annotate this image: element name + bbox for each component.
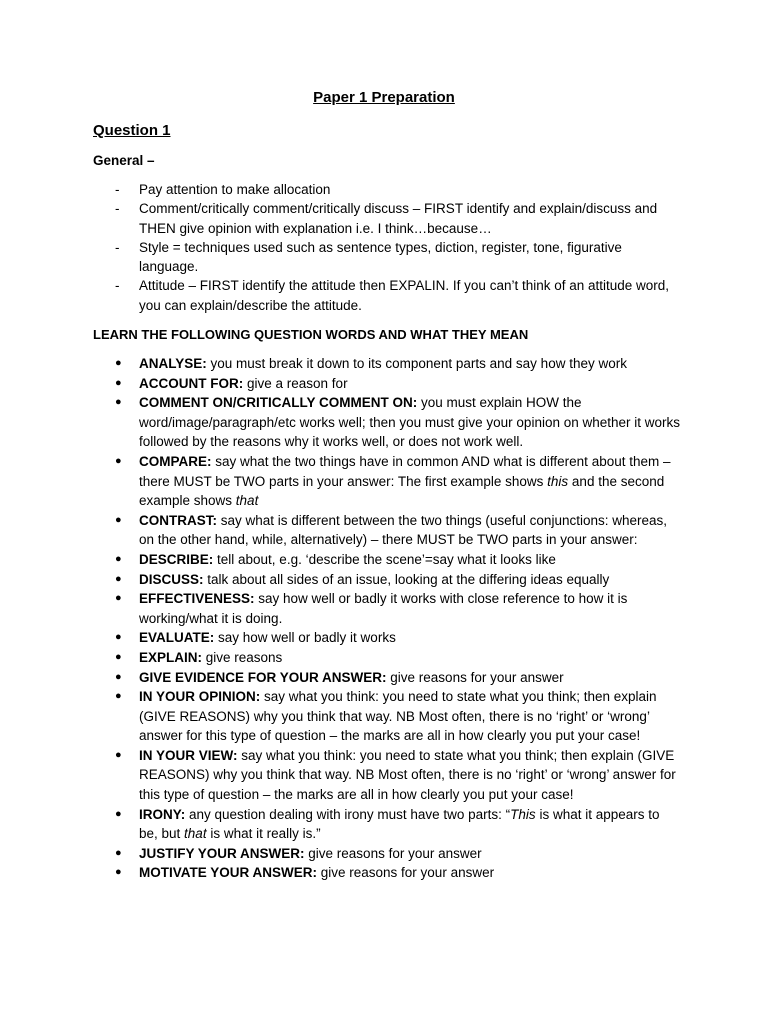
bullet-icon: ● [115, 631, 122, 644]
question-word-item [115, 805, 680, 844]
bullet-icon: ● [115, 690, 122, 703]
question-word-item [115, 668, 680, 688]
question-word-term: EFFECTIVENESS: [139, 591, 255, 607]
question-word-term: EVALUATE: [139, 630, 215, 646]
question-word-term: COMMENT ON/CRITICALLY COMMENT ON: [139, 395, 418, 411]
question-word-item [115, 589, 680, 628]
general-item-text: Style = techniques used such as sentence types, diction, register, tone, figurative language. [139, 239, 622, 275]
dash-marker: - [115, 201, 120, 217]
question-word-item [115, 452, 680, 511]
dash-marker: - [115, 182, 120, 197]
emphasis-text: that [235, 493, 259, 509]
definition-text: give reasons [202, 649, 283, 665]
question-word-term: DESCRIBE: [139, 551, 214, 567]
question-word-item [115, 511, 680, 550]
emphasis-text: This [510, 806, 536, 822]
question-word-item [115, 354, 680, 374]
emphasis-text: that [184, 826, 207, 842]
question-words-list [115, 354, 680, 883]
definition-text: say how well or badly it works [214, 630, 396, 646]
bullet-icon: ● [115, 513, 122, 526]
question-word-item [115, 550, 680, 570]
bullet-icon: ● [115, 454, 122, 467]
bullet-icon: ● [115, 357, 122, 369]
dash-marker: - [115, 278, 120, 294]
definition-text: is what it really is.” [206, 826, 321, 842]
definition-text: any question dealing with irony must have two parts: “ [185, 806, 511, 822]
question-word-term: IRONY: [139, 806, 186, 822]
bullet-icon: ● [115, 396, 122, 409]
question-word-item [115, 628, 680, 648]
general-list [115, 180, 670, 315]
question-word-term: JUSTIFY YOUR ANSWER: [139, 845, 305, 861]
bullet-icon: ● [115, 670, 122, 683]
general-list-item [115, 180, 670, 199]
definition-text: you must break it down to its component parts and say how they work [206, 356, 627, 371]
definition-text: is what it appears to be, but [139, 806, 660, 842]
question-word-term: ACCOUNT FOR: [139, 375, 244, 391]
page-title: Paper 1 Preparation [313, 89, 455, 106]
definition-text: say what you think: you need to state what you think; then explain (GIVE REASONS) why you think that way. NB Most often, there is no ‘right’ or ‘wrong’ answer for this type of question – the marks are all in how clearly you put your case! [139, 747, 676, 803]
general-list-item [115, 238, 670, 277]
question-word-term: DISCUSS: [139, 571, 204, 587]
bullet-icon: ● [115, 807, 122, 820]
general-item-text: Comment/critically comment/critically discuss – FIRST identify and explain/discuss and THEN give opinion with explanation i.e. I think…because… [139, 201, 658, 236]
question-word-term: GIVE EVIDENCE FOR YOUR ANSWER: [139, 669, 387, 685]
question-word-term: IN YOUR VIEW: [139, 747, 238, 763]
question-word-term: COMPARE: [139, 453, 212, 469]
definition-text: say how well or badly it works with close reference to how it is working/what it is doing. [139, 591, 628, 626]
general-list-item [115, 276, 670, 315]
definition-text: give reasons for your answer [386, 669, 564, 685]
question-word-term: CONTRAST: [139, 512, 217, 528]
definition-text: say what is different between the two things (useful conjunctions: whereas, on the other hand, while, alternatively) – there MUST be TWO parts in your answer: [139, 512, 668, 548]
definition-text: and the second example shows [139, 473, 665, 509]
dash-marker: - [115, 239, 120, 255]
emphasis-text: this [547, 473, 569, 489]
general-item-text: Pay attention to make allocation [139, 182, 331, 197]
bullet-icon: ● [115, 650, 122, 663]
question-word-item [115, 746, 680, 805]
question-word-term: ANALYSE: [139, 356, 207, 371]
question-word-item [115, 570, 680, 590]
learn-heading: LEARN THE FOLLOWING QUESTION WORDS AND WHAT THEY MEAN [93, 327, 529, 342]
definition-text: talk about all sides of an issue, looking at the differing ideas equally [203, 571, 610, 587]
bullet-icon: ● [115, 866, 122, 879]
question-word-term: EXPLAIN: [139, 649, 203, 665]
definition-text: say what you think: you need to state what you think; then explain (GIVE REASONS) why you think that way. NB Most often, there is no ‘right’ or ‘wrong’ answer for this type of question – the marks are all in how clearly you put your case! [139, 689, 657, 744]
bullet-icon: ● [115, 552, 122, 565]
general-list-item [115, 199, 670, 238]
question-word-item [115, 374, 680, 394]
question-word-term: IN YOUR OPINION: [139, 689, 261, 705]
bullet-icon: ● [115, 846, 122, 859]
general-item-text: Attitude – FIRST identify the attitude then EXPALIN. If you can’t think of an attitude word, you can explain/describe the attitude. [139, 278, 670, 313]
question-word-item [115, 648, 680, 668]
question-word-item [115, 393, 680, 452]
definition-text: give reasons for your answer [304, 845, 482, 861]
question-heading: Question 1 [93, 122, 171, 139]
definition-text: tell about, e.g. ‘describe the scene’=say what it looks like [213, 551, 556, 567]
bullet-icon: ● [115, 592, 122, 605]
bullet-icon: ● [115, 748, 122, 761]
definition-text: give a reason for [243, 375, 348, 391]
question-word-term: MOTIVATE YOUR ANSWER: [139, 865, 317, 881]
general-label: General – [93, 153, 155, 168]
definition-text: say what the two things have in common AND what is different about them – there MUST be TWO parts in your answer: The first example shows [139, 453, 671, 489]
definition-text: you must explain HOW the word/image/paragraph/etc works well; then you must give your opinion on whether it works followed by the reasons why it works well, or does not work well. [139, 395, 681, 450]
question-word-item [115, 863, 680, 883]
bullet-icon: ● [115, 376, 122, 389]
bullet-icon: ● [115, 572, 122, 585]
question-word-item [115, 687, 680, 746]
definition-text: give reasons for your answer [317, 865, 495, 881]
question-word-item [115, 844, 680, 864]
